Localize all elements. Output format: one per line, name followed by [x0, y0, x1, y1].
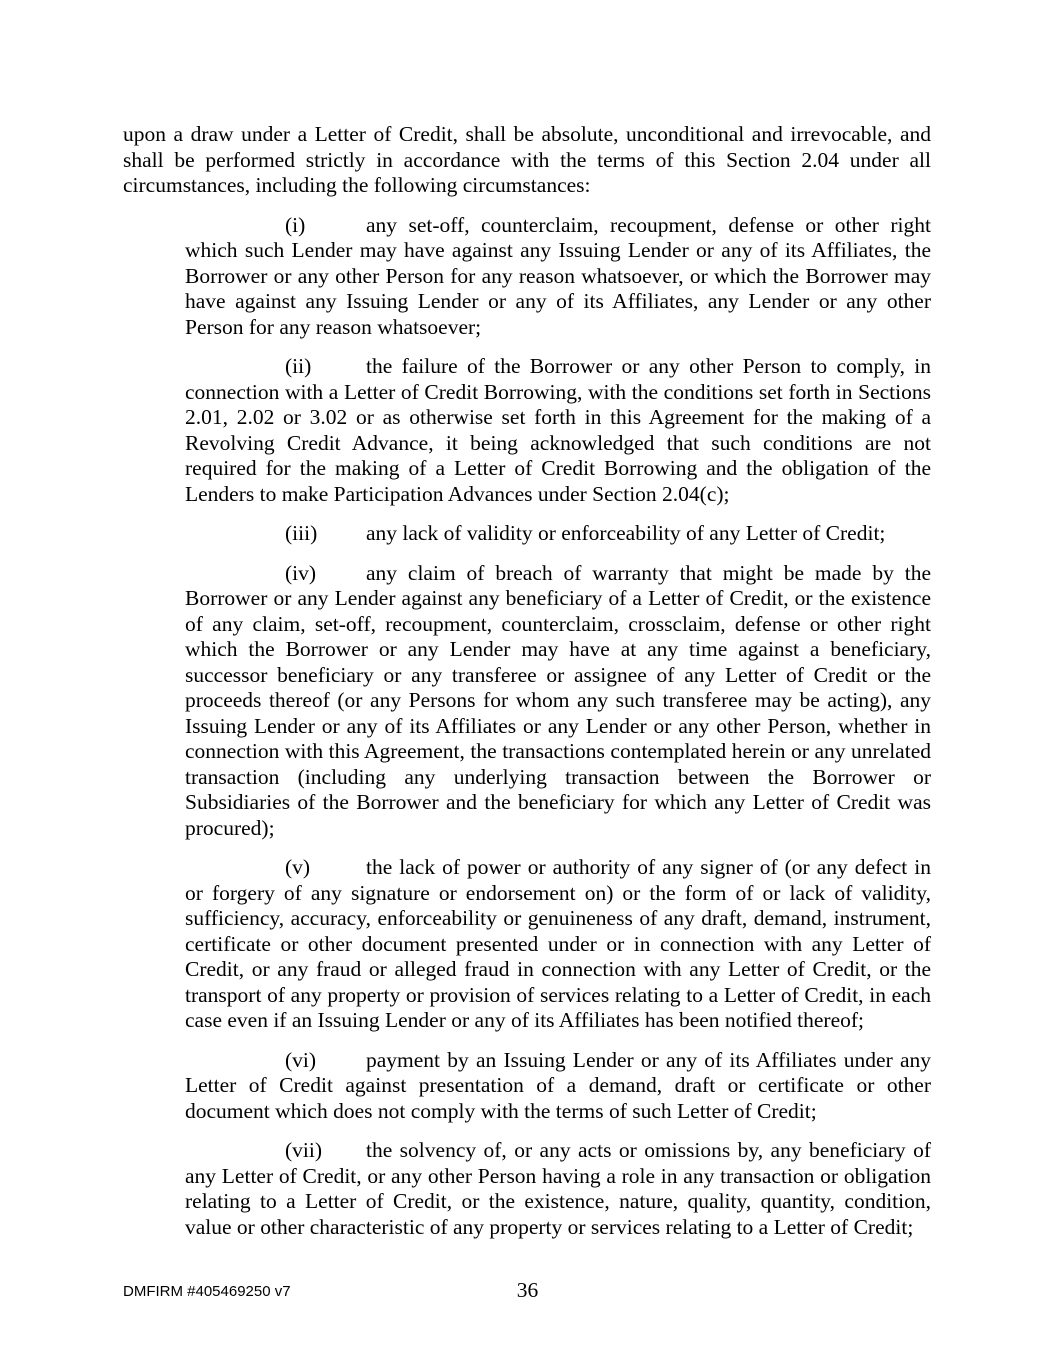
item-text: the lack of power or authority of any signer of (or any defect in or forgery of any signature or endorsement on) or the form of or lack of validity, sufficiency, accuracy, enforceability or genuineness of any draft, demand, instrument, certificate or other document presented under or in connection with any Letter of Credit, or any fraud or alleged fraud in connection with any Letter of Credit, or the transport of any property or provision of services relating to a Letter of Credit, in each case even if an Issuing Lender or any of its Affiliates has been notified thereof; [185, 855, 931, 1032]
list-item-vi [185, 1048, 931, 1125]
item-marker: (iv) [285, 560, 317, 585]
item-marker: (i) [285, 212, 306, 237]
list-item-vii [185, 1138, 931, 1240]
list-item-iv [185, 561, 931, 842]
item-marker: (ii) [285, 354, 312, 378]
item-marker: (vi) [285, 1047, 317, 1072]
list-item-v [185, 855, 931, 1034]
item-text: any lack of validity or enforceability of any Letter of Credit; [366, 521, 886, 545]
item-text: any claim of breach of warranty that might be made by the Borrower or any Lender against any beneficiary of a Letter of Credit, or the existence of any claim, set-off, recoupment, counterclaim, crossclaim, defense or other right which the Borrower or any Lender may have at any time against a beneficiary, successor beneficiary or any transferee or assignee of any Letter of Credit or the proceeds thereof (or any Persons for whom any such transferee may be acting), any Issuing Lender or any of its Affiliates or any Lender or any other Person, whether in connection with this Agreement, the transactions contemplated herein or any unrelated transaction (including any underlying transaction between the Borrower or Subsidiaries of the Borrower and the beneficiary for which any Letter of Credit was procured); [185, 560, 931, 840]
list-item-iii [185, 521, 931, 547]
footer-doc-id: DMFIRM #405469250 v7 [123, 1283, 291, 1300]
item-marker: (vii) [285, 1138, 323, 1162]
list-item-ii [185, 354, 931, 507]
item-text: payment by an Issuing Lender or any of its Affiliates under any Letter of Credit against presentation of a demand, draft or certificate or other document which does not comply with the terms of such Letter of Credit; [185, 1047, 931, 1123]
item-text: the solvency of, or any acts or omissions by, any beneficiary of any Letter of Credit, or any other Person having a role in any transaction or obligation relating to a Letter of Credit, or the existence, nature, quality, quantity, condition, value or other characteristic of any property or services relating to a Letter of Credit; [185, 1138, 931, 1239]
item-text: the failure of the Borrower or any other Person to comply, in connection with a Letter of Credit Borrowing, with the conditions set forth in Sections 2.01, 2.02 or 3.02 or as otherwise set forth in this Agreement for the making of a Revolving Credit Advance, it being acknowledged that such conditions are not required for the making of a Letter of Credit Borrowing and the obligation of the Lenders to make Participation Advances under Section 2.04(c); [185, 354, 931, 506]
item-marker: (iii) [285, 521, 318, 545]
item-marker: (v) [285, 855, 311, 879]
item-text: any set-off, counterclaim, recoupment, defense or other right which such Lender may have against any Issuing Lender or any of its Affiliates, the Borrower or any other Person for any reason whatsoever, or which the Borrower may have against any Issuing Lender or any of its Affiliates, any Lender or any other Person for any reason whatsoever; [185, 212, 931, 339]
opening-paragraph: upon a draw under a Letter of Credit, shall be absolute, unconditional and irrevocable, and shall be performed strictly in accordance with the terms of this Section 2.04 under all circumstances, including the following circumstances: [123, 122, 931, 197]
list-item-i [185, 213, 931, 341]
footer-page-number: 36 [516, 1278, 539, 1302]
page-content [123, 122, 931, 1254]
